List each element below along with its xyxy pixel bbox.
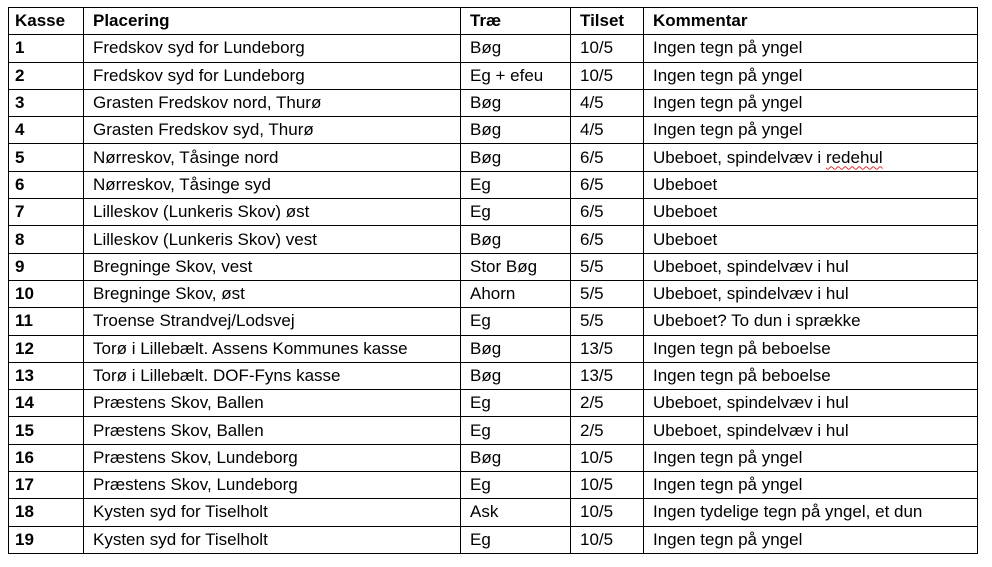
cell-kommentar[interactable]: Ingen tegn på beboelse <box>644 335 978 362</box>
cell-tilset[interactable]: 10/5 <box>571 472 644 499</box>
cell-kasse[interactable]: 16 <box>9 444 84 471</box>
cell-trae[interactable]: Bøg <box>461 144 571 171</box>
cell-kasse[interactable]: 14 <box>9 390 84 417</box>
cell-placering[interactable]: Nørreskov, Tåsinge nord <box>84 144 461 171</box>
table-row <box>9 171 978 198</box>
cell-tilset[interactable]: 6/5 <box>571 144 644 171</box>
cell-trae[interactable]: Eg + efeu <box>461 62 571 89</box>
cell-placering[interactable]: Fredskov syd for Lundeborg <box>84 62 461 89</box>
cell-kommentar[interactable]: Ingen tegn på yngel <box>644 89 978 116</box>
cell-tilset[interactable]: 6/5 <box>571 171 644 198</box>
cell-kommentar[interactable]: Ingen tegn på yngel <box>644 526 978 553</box>
cell-kasse[interactable]: 5 <box>9 144 84 171</box>
cell-trae[interactable]: Eg <box>461 526 571 553</box>
cell-placering[interactable]: Lilleskov (Lunkeris Skov) øst <box>84 199 461 226</box>
cell-placering[interactable]: Fredskov syd for Lundeborg <box>84 35 461 62</box>
cell-kasse[interactable]: 13 <box>9 362 84 389</box>
cell-kasse[interactable]: 2 <box>9 62 84 89</box>
table-row <box>9 144 978 171</box>
document-table-container <box>8 7 978 554</box>
cell-tilset[interactable]: 10/5 <box>571 526 644 553</box>
cell-kasse[interactable]: 17 <box>9 472 84 499</box>
cell-trae[interactable]: Bøg <box>461 226 571 253</box>
table-row <box>9 117 978 144</box>
header-trae[interactable]: Træ <box>461 8 571 35</box>
cell-tilset[interactable]: 5/5 <box>571 280 644 307</box>
cell-kommentar[interactable]: Ubeboet, spindelvæv i hul <box>644 253 978 280</box>
cell-kommentar[interactable]: Ingen tegn på yngel <box>644 444 978 471</box>
table-row <box>9 472 978 499</box>
cell-tilset[interactable]: 13/5 <box>571 335 644 362</box>
cell-placering[interactable]: Troense Strandvej/Lodsvej <box>84 308 461 335</box>
cell-kasse[interactable]: 19 <box>9 526 84 553</box>
cell-kommentar[interactable]: Ubeboet, spindelvæv i hul <box>644 390 978 417</box>
table-row <box>9 335 978 362</box>
table-row <box>9 308 978 335</box>
cell-kasse[interactable]: 4 <box>9 117 84 144</box>
cell-kommentar[interactable]: Ubeboet, spindelvæv i hul <box>644 417 978 444</box>
header-row <box>9 8 978 35</box>
cell-kommentar[interactable]: Ingen tegn på beboelse <box>644 362 978 389</box>
cell-kasse[interactable]: 15 <box>9 417 84 444</box>
cell-tilset[interactable]: 6/5 <box>571 226 644 253</box>
cell-trae[interactable]: Eg <box>461 472 571 499</box>
cell-placering[interactable]: Grasten Fredskov nord, Thurø <box>84 89 461 116</box>
cell-trae[interactable]: Eg <box>461 417 571 444</box>
cell-kasse[interactable]: 6 <box>9 171 84 198</box>
cell-kommentar[interactable]: Ubeboet? To dun i sprække <box>644 308 978 335</box>
cell-trae[interactable]: Bøg <box>461 117 571 144</box>
cell-trae[interactable]: Bøg <box>461 444 571 471</box>
cell-tilset[interactable]: 10/5 <box>571 444 644 471</box>
cell-placering[interactable]: Nørreskov, Tåsinge syd <box>84 171 461 198</box>
cell-kasse[interactable]: 1 <box>9 35 84 62</box>
cell-kommentar[interactable]: Ubeboet <box>644 171 978 198</box>
cell-placering[interactable]: Lilleskov (Lunkeris Skov) vest <box>84 226 461 253</box>
header-kommentar[interactable]: Kommentar <box>644 8 978 35</box>
cell-placering[interactable]: Torø i Lillebælt. DOF-Fyns kasse <box>84 362 461 389</box>
cell-trae[interactable]: Bøg <box>461 89 571 116</box>
cell-placering[interactable]: Torø i Lillebælt. Assens Kommunes kasse <box>84 335 461 362</box>
table-row <box>9 199 978 226</box>
cell-trae[interactable]: Eg <box>461 199 571 226</box>
table-row <box>9 226 978 253</box>
cell-kommentar[interactable]: Ubeboet, spindelvæv i hul <box>644 280 978 307</box>
cell-tilset[interactable]: 2/5 <box>571 417 644 444</box>
table-row <box>9 253 978 280</box>
cell-kommentar[interactable]: Ingen tegn på yngel <box>644 472 978 499</box>
cell-kommentar[interactable]: Ingen tydelige tegn på yngel, et dun <box>644 499 978 526</box>
cell-kasse[interactable]: 10 <box>9 280 84 307</box>
cell-placering[interactable]: Kysten syd for Tiselholt <box>84 526 461 553</box>
cell-kommentar[interactable]: Ingen tegn på yngel <box>644 62 978 89</box>
cell-trae[interactable]: Eg <box>461 308 571 335</box>
cell-placering[interactable]: Grasten Fredskov syd, Thurø <box>84 117 461 144</box>
table-body <box>9 35 978 554</box>
cell-kasse[interactable]: 12 <box>9 335 84 362</box>
table-row <box>9 417 978 444</box>
table-row <box>9 499 978 526</box>
nestbox-table <box>8 7 978 554</box>
cell-kommentar[interactable]: Ubeboet <box>644 199 978 226</box>
cell-placering[interactable]: Præstens Skov, Ballen <box>84 417 461 444</box>
cell-tilset[interactable]: 10/5 <box>571 499 644 526</box>
table-row <box>9 362 978 389</box>
cell-kasse[interactable]: 18 <box>9 499 84 526</box>
cell-trae[interactable]: Ahorn <box>461 280 571 307</box>
cell-placering[interactable]: Præstens Skov, Lundeborg <box>84 472 461 499</box>
table-row <box>9 89 978 116</box>
cell-kasse[interactable]: 9 <box>9 253 84 280</box>
table-row <box>9 35 978 62</box>
cell-placering[interactable]: Kysten syd for Tiselholt <box>84 499 461 526</box>
cell-tilset[interactable]: 4/5 <box>571 89 644 116</box>
table-row <box>9 444 978 471</box>
cell-placering[interactable]: Bregninge Skov, vest <box>84 253 461 280</box>
cell-tilset[interactable]: 5/5 <box>571 308 644 335</box>
header-kasse[interactable]: Kasse <box>9 8 84 35</box>
header-placering[interactable]: Placering <box>84 8 461 35</box>
cell-kommentar[interactable]: Ingen tegn på yngel <box>644 117 978 144</box>
table-row <box>9 280 978 307</box>
cell-placering[interactable]: Præstens Skov, Ballen <box>84 390 461 417</box>
cell-kommentar[interactable]: Ingen tegn på yngel <box>644 35 978 62</box>
cell-kasse[interactable]: 7 <box>9 199 84 226</box>
cell-tilset[interactable]: 10/5 <box>571 35 644 62</box>
cell-tilset[interactable]: 6/5 <box>571 199 644 226</box>
cell-tilset[interactable]: 13/5 <box>571 362 644 389</box>
table-row <box>9 526 978 553</box>
cell-kasse[interactable]: 11 <box>9 308 84 335</box>
cell-trae[interactable]: Bøg <box>461 362 571 389</box>
cell-tilset[interactable]: 10/5 <box>571 62 644 89</box>
spellcheck-flagged-word[interactable]: redehul <box>825 147 883 167</box>
cell-tilset[interactable]: 5/5 <box>571 253 644 280</box>
cell-kasse[interactable]: 8 <box>9 226 84 253</box>
cell-trae[interactable]: Eg <box>461 171 571 198</box>
table-row <box>9 390 978 417</box>
cell-placering[interactable]: Præstens Skov, Lundeborg <box>84 444 461 471</box>
cell-kommentar[interactable] <box>644 144 978 171</box>
cell-placering[interactable]: Bregninge Skov, øst <box>84 280 461 307</box>
cell-trae[interactable]: Ask <box>461 499 571 526</box>
cell-tilset[interactable]: 2/5 <box>571 390 644 417</box>
cell-kasse[interactable]: 3 <box>9 89 84 116</box>
cell-trae[interactable]: Bøg <box>461 335 571 362</box>
cell-kommentar[interactable]: Ubeboet <box>644 226 978 253</box>
cell-tilset[interactable]: 4/5 <box>571 117 644 144</box>
cell-trae[interactable]: Bøg <box>461 35 571 62</box>
table-row <box>9 62 978 89</box>
header-tilset[interactable]: Tilset <box>571 8 644 35</box>
comment-text: Ubeboet, spindelvæv i <box>653 147 826 167</box>
cell-trae[interactable]: Eg <box>461 390 571 417</box>
cell-trae[interactable]: Stor Bøg <box>461 253 571 280</box>
